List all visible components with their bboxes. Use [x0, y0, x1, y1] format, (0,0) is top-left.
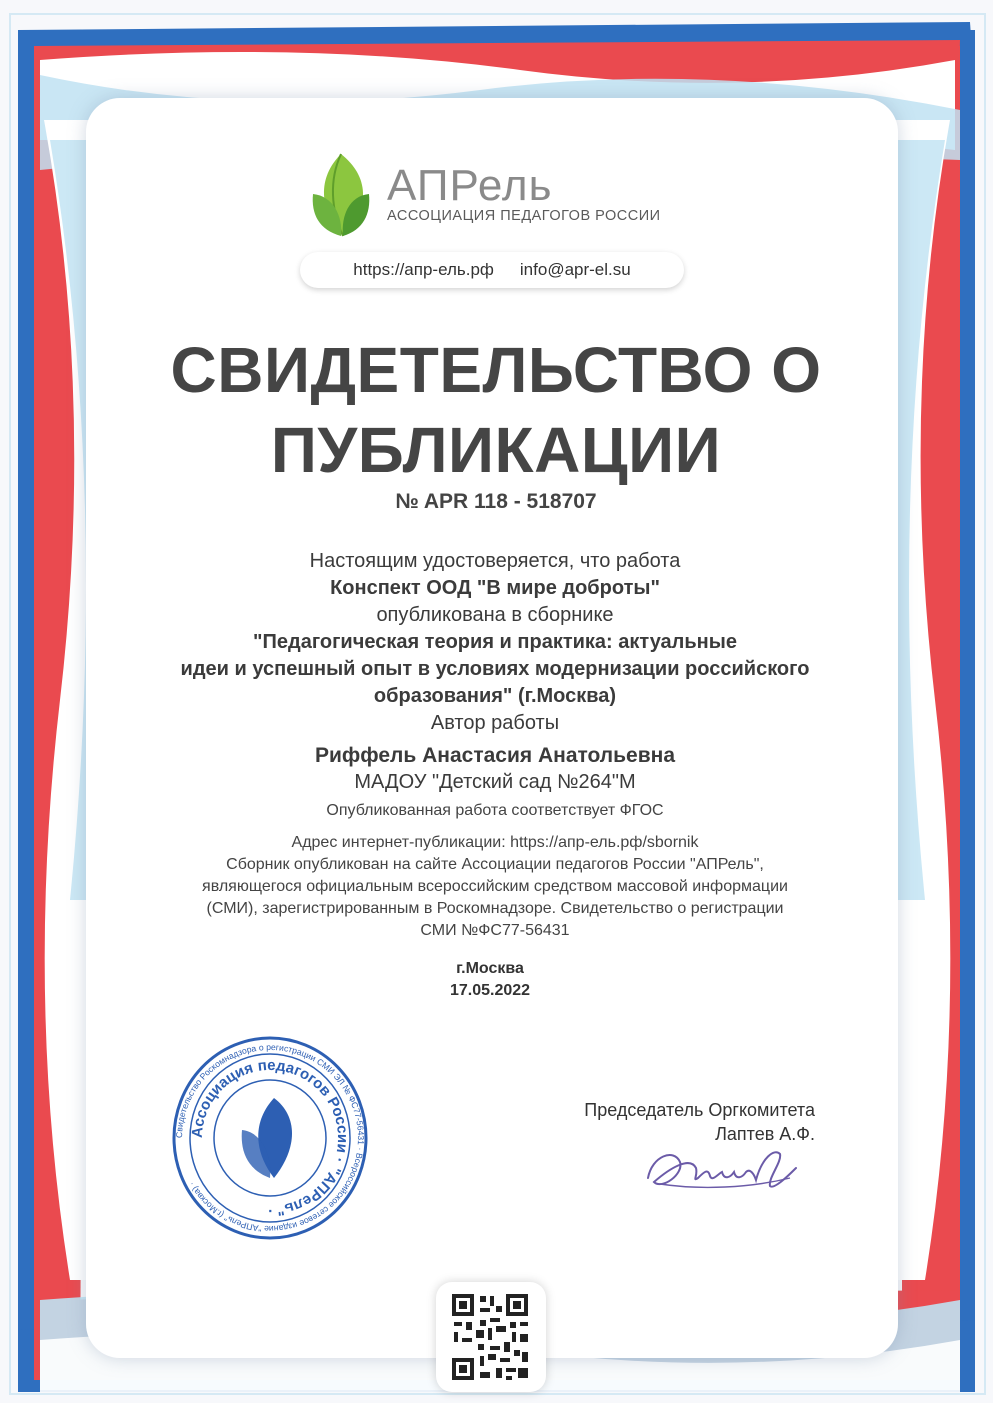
intro-text: Настоящим удостоверяется, что работа [309, 550, 681, 572]
organization: МАДОУ "Детский сад №264"М [354, 771, 636, 793]
qr-code[interactable] [436, 1282, 546, 1392]
author-label: Автор работы [430, 712, 560, 734]
title-line-1: СВИДЕТЕЛЬСТВО О [170, 334, 822, 406]
fgos-note: Опубликованная работа соответствует ФГОС [326, 802, 664, 819]
logo-name: АПРель [387, 161, 553, 210]
info-line-3: (СМИ), зарегистрированным в Роскомнадзоре. Свидетельство о регистрации [206, 900, 784, 917]
work-title: Конспект ООД "В мире доброты" [330, 577, 660, 599]
date: 17.05.2022 [449, 982, 531, 999]
info-line-1: Сборник опубликован на сайте Ассоциации педагогов России "АПРель", [226, 856, 764, 873]
address-line: Адрес интернет-публикации: https://апр-ель.рф/sbornik [291, 834, 699, 851]
publication-details [110, 832, 880, 942]
published-in-text: опубликована в сборнике [376, 604, 614, 626]
contacts-bar [300, 252, 684, 288]
signatory-name: Лаптев А.Ф. [715, 1124, 815, 1144]
email-link[interactable]: info@apr-el.su [519, 260, 631, 279]
info-line-2: являющегося официальным всероссийским средством массовой информации [202, 878, 788, 895]
collection-title-line-2: идеи и успешный опыт в условиях модернизации российского [180, 658, 810, 680]
handwritten-signature [640, 1138, 800, 1200]
title-line-2: ПУБЛИКАЦИИ [270, 414, 722, 486]
stamp-outer-text: Свидетельство Роскомнадзора о регистрации СМИ ЭЛ № ФС77-56431 · Всероссийское сетевое издание "АПРель" (г.Москва) · [173, 1041, 367, 1235]
apr-logo [305, 150, 685, 240]
collection-title-line-3: образования" (г.Москва) [373, 685, 617, 707]
author-name: Риффель Анастасия Анатольевна [314, 744, 676, 767]
info-line-4: СМИ №ФС77-56431 [420, 922, 570, 939]
logo-subtitle: АССОЦИАЦИЯ ПЕДАГОГОВ РОССИИ [387, 208, 661, 224]
site-link[interactable]: https://апр-ель.рф [353, 260, 494, 279]
certificate-body [110, 548, 880, 796]
signatory-position: Председатель Оргкомитета [584, 1100, 815, 1120]
leaf-icon [305, 150, 375, 240]
city-date [340, 958, 640, 1002]
city: г.Москва [456, 960, 524, 977]
official-stamp [170, 1030, 370, 1250]
collection-title-line-1: "Педагогическая теория и практика: актуальные [253, 631, 737, 653]
qr-code-icon [450, 1292, 530, 1382]
certificate-title [96, 330, 896, 490]
stamp-inner-text: Ассоциация педагогов России · "АПРель" · [188, 1056, 352, 1220]
certificate-number: № APR 118 - 518707 [395, 490, 597, 513]
